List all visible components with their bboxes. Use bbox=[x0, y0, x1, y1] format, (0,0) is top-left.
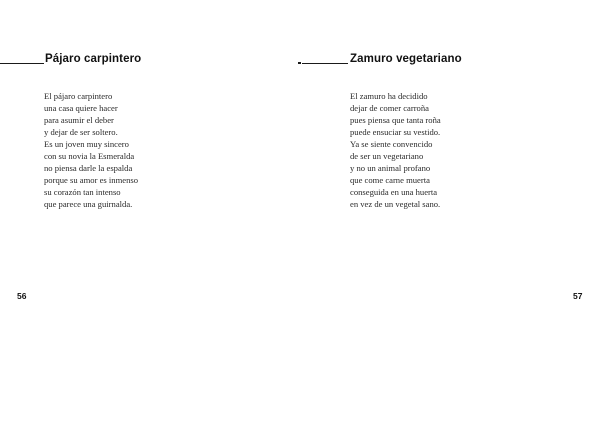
poem-line: para asumir el deber bbox=[44, 115, 114, 126]
poem-line: El pájaro carpintero bbox=[44, 91, 113, 101]
title-rule bbox=[0, 63, 44, 64]
poem-body bbox=[350, 90, 441, 210]
page-number: 57 bbox=[573, 291, 583, 301]
poem-line: no piensa darle la espalda bbox=[44, 163, 133, 174]
poem-line: y no un animal profano bbox=[350, 163, 431, 174]
rule-mark bbox=[298, 62, 301, 64]
poem-line: que parece una guirnalda. bbox=[44, 199, 133, 210]
poem-line: de ser un vegetariano bbox=[350, 151, 424, 162]
poem-line: en vez de un vegetal sano. bbox=[350, 199, 441, 210]
poem-line: Ya se siente convencido bbox=[350, 139, 433, 150]
poem-line: una casa quiere hacer bbox=[44, 103, 118, 114]
poem-line: su corazón tan intenso bbox=[44, 187, 121, 198]
poem-line: Es un joven muy sincero bbox=[44, 139, 129, 150]
poem-line: dejar de comer carroña bbox=[350, 103, 429, 114]
page-number: 56 bbox=[17, 291, 27, 301]
poem-line: con su novia la Esmeralda bbox=[44, 151, 135, 162]
poem-title: Zamuro vegetariano bbox=[350, 53, 462, 65]
right-page bbox=[300, 0, 600, 440]
title-rule bbox=[302, 63, 348, 64]
poem-line: y dejar de ser soltero. bbox=[44, 127, 118, 138]
poem-line: que come carne muerta bbox=[350, 175, 430, 186]
poem-line: El zamuro ha decidido bbox=[350, 91, 428, 101]
poem-line: conseguida en una huerta bbox=[350, 187, 438, 198]
poem-line: puede ensuciar su vestido. bbox=[350, 127, 441, 138]
poem-line: porque su amor es inmenso bbox=[44, 175, 139, 186]
poem-body bbox=[44, 90, 138, 210]
poem-line: pues piensa que tanta roña bbox=[350, 115, 441, 126]
poem-title: Pájaro carpintero bbox=[45, 53, 142, 65]
